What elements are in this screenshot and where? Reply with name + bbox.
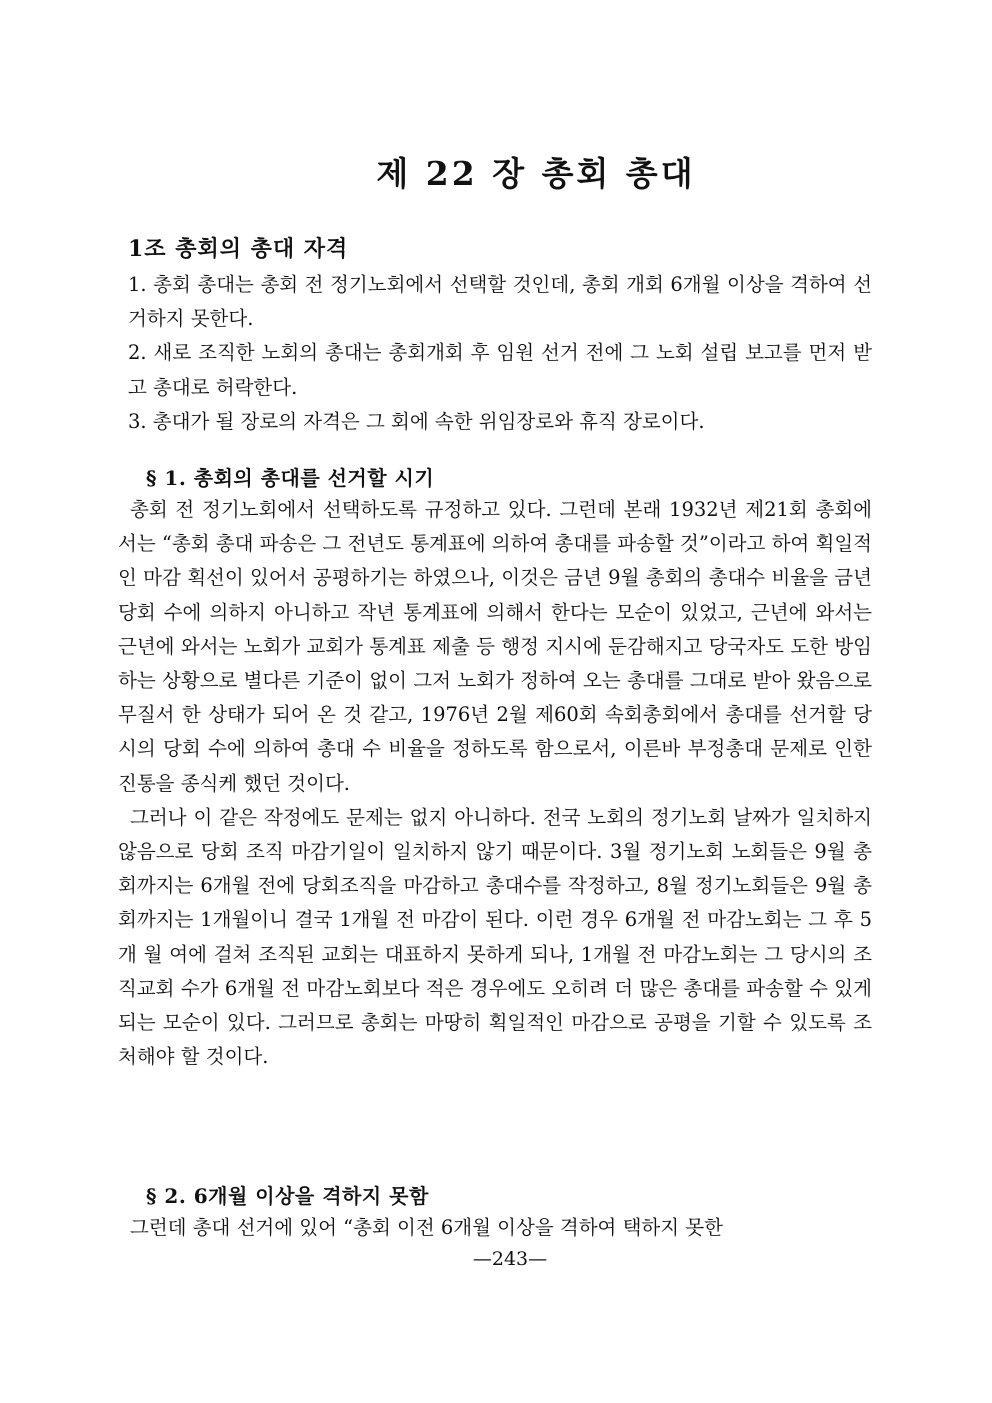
article-item-list (118, 268, 872, 439)
article-item: 1. 총회 총대는 총회 전 정기노회에서 선택할 것인데, 총회 개회 6개월 이상을 격하여 선거하지 못한다. (128, 273, 872, 331)
article-item: 3. 총대가 될 장로의 자격은 그 회에 속한 위임장로와 휴직 장로이다. (128, 409, 705, 433)
paragraph: 총회 전 정기노회에서 선택하도록 규정하고 있다. 그런데 본래 1932년 제21회 총회에서는 “총회 총대 파송은 그 전년도 통계표에 의하여 총대를 파송할 것”이라고 하여 획일적인 마감 획선이 있어서 공평하기는 하였으나, 이것은 금년 9월 총회의 총대수 비율을 금년 당회 수에 의하지 아니하고 작년 통계표에 의해서 한다는 모순이 있었고, 근년에 와서는 근년에 와서는 노회가 교회가 통계표 제출 등 행정 지시에 둔감해지고 당국자도 도한 방임하는 상황으로 별다른 기준이 없이 그저 노회가 정하여 오는 총대를 그대로 받아 왔음으로 무질서 한 상태가 되어 온 것 같고, 1976년 2월 제60회 속회총회에서 총대를 선거할 당시의 당회 수에 의하여 총대 수 비율을 정하도록 함으로서, 이른바 부정총대 문제로 인한 진통을 종식케 했던 것이다. (118, 498, 872, 795)
paragraph: 그런데 총대 선거에 있어 “총회 이전 6개월 이상을 격하여 택하지 못한 (130, 1216, 723, 1239)
article-item: 2. 새로 조직한 노회의 총대는 총회개회 후 임원 선거 전에 그 노회 설립 보고를 먼저 받고 총대로 허락한다. (128, 341, 872, 399)
section-body (118, 493, 872, 1074)
page-number: —243— (472, 1248, 548, 1270)
chapter-title: 제 22 장 총회 총대 (376, 154, 696, 193)
section-heading: § 2. 6개월 이상을 격하지 못함 (146, 1184, 429, 1208)
paragraph: 그러나 이 같은 작정에도 문제는 없지 아니하다. 전국 노회의 정기노회 날짜가 일치하지 않음으로 당회 조직 마감기일이 일치하지 않기 때문이다. 3월 정기노회 노회들은 9월 총회까지는 6개월 전에 당회조직을 마감하고 총대수를 작정하고, 8월 정기노회들은 9월 총회까지는 1개월이니 결국 1개월 전 마감이 된다. 이런 경우 6개월 전 마감노회는 그 후 5개 월 여에 걸쳐 조직된 교회는 대표하지 못하게 되나, 1개월 전 마감노회는 그 당시의 조직교회 수가 6개월 전 마감노회보다 적은 경우에도 오히려 더 많은 총대를 파송할 수 있게 되는 모순이 있다. 그러므로 총회는 마땅히 획일적인 마감으로 공평을 기할 수 있도록 조처해야 할 것이다. (118, 805, 872, 1069)
section-heading: § 1. 총회의 총대를 선거할 시기 (146, 466, 435, 490)
section-body (118, 1211, 872, 1245)
article-heading: 1조 총회의 총대 자격 (128, 236, 349, 262)
